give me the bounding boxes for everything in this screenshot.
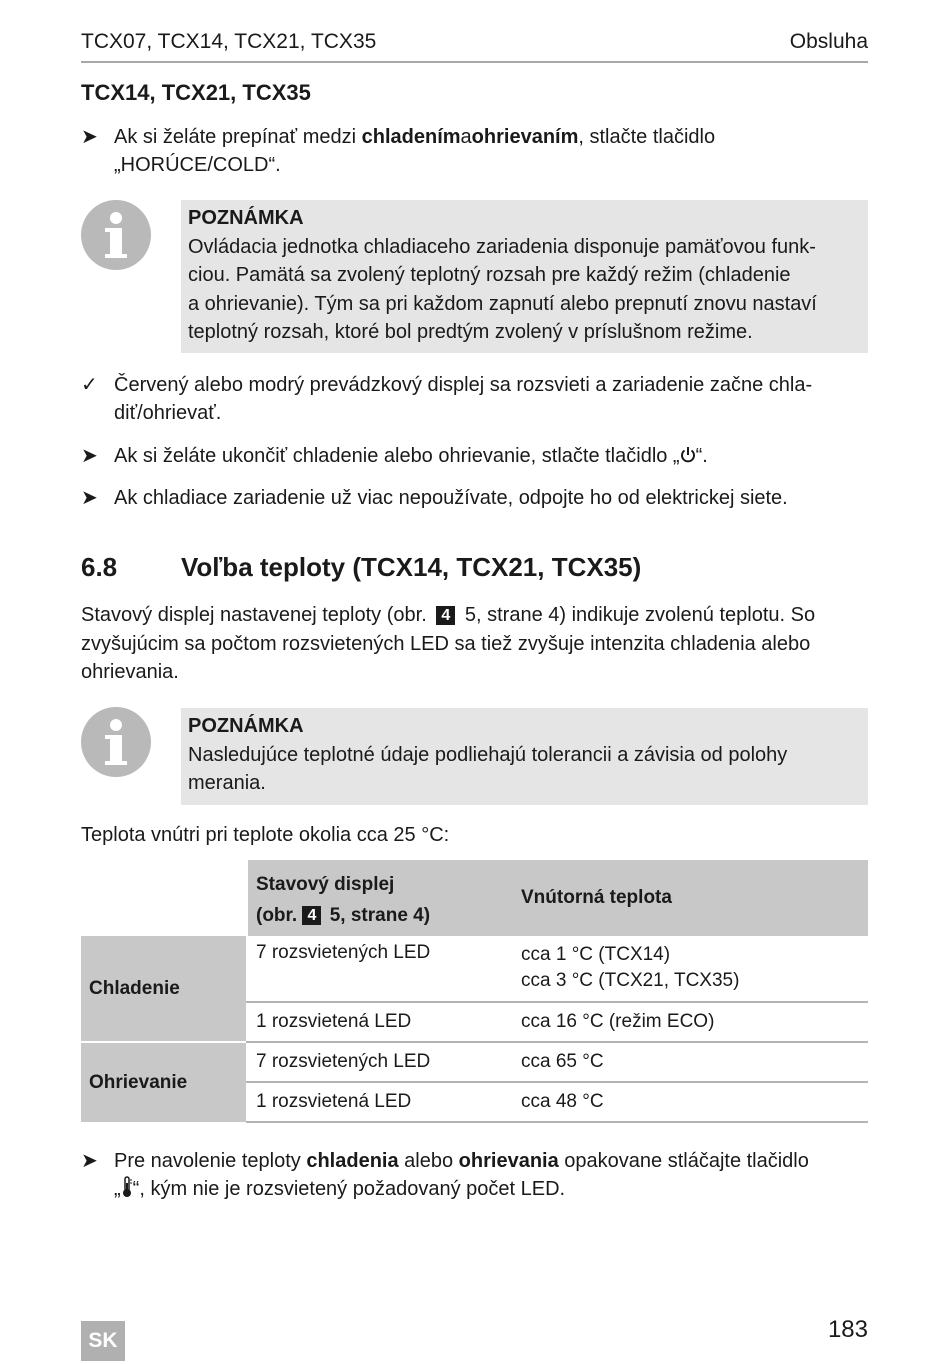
note-box-memory [181,200,868,353]
step-stop: ➤ Ak si želáte ukončiť chladenie alebo ohrievanie, stlačte tlačidlo „ “. [81,442,868,470]
table-header-temperature: Vnútorná teplota [513,860,868,936]
note-title: POZNÁMKA [188,207,304,229]
table-corner-cell [81,860,247,936]
result-display: ✓ Červený alebo modrý prevádzkový displej sa rozsvieti a zariadenie začne chla- diť/ohrievať. [81,371,868,427]
temp-cell: cca 48 °C [513,1082,868,1122]
header-models: TCX07, TCX14, TCX21, TCX35 [81,30,377,53]
led-cell: 1 rozsvietená LED [247,1082,513,1122]
paragraph-status-display: Stavový displej nastavenej teploty (obr. 4 5, strane 4) indikuje zvolenú teplotu. So zvyšujúcim sa počtom rozsvietených LED sa tiež zvyšuje intenzita chladenia alebo ohrievania. [81,604,816,683]
table-row [81,936,868,1002]
note-line: ciou. Pamätá sa zvolený teplotný rozsah pre každý režim (chladenie [188,264,791,286]
led-cell: 7 rozsvietených LED [247,936,513,1002]
temperature-table [81,860,868,1123]
temp-cell: cca 16 °C (režim ECO) [513,1002,868,1042]
table-row [81,1042,868,1082]
note-line: teplotný rozsah, ktoré bol predtým zvolený v príslušnom režime. [188,321,753,343]
figure-ref-badge: 4 [302,906,321,925]
step-select-temperature: ➤ Pre navolenie teploty chladenia alebo ohrievania opakovane stláčajte tlačidlo „ “, kým nie je rozsvietený požadovaný počet LED. [81,1147,868,1203]
page-number: 183 [827,1316,868,1343]
temp-cell: cca 1 °C (TCX14) cca 3 °C (TCX21, TCX35) [513,936,868,1002]
section-heading [81,552,641,583]
note-box-tolerance [181,708,868,805]
led-cell: 1 rozsvietená LED [247,1002,513,1042]
subtitle: TCX14, TCX21, TCX35 [81,80,311,105]
info-icon [81,200,151,270]
step-switch-mode: ➤ Ak si želáte prepínať medzi chladenímaohrievaním, stlačte tlačidlo „HORÚCE/COLD“. [81,123,868,179]
figure-ref-badge: 4 [436,606,455,625]
temp-cell: cca 65 °C [513,1042,868,1082]
arrow-right-icon: ➤ [81,487,98,509]
arrow-right-icon: ➤ [81,126,98,148]
arrow-right-icon: ➤ [81,445,98,467]
language-badge: SK [81,1321,125,1361]
led-cell: 7 rozsvietených LED [247,1042,513,1082]
section-number: 6.8 [81,552,118,582]
header-section: Obsluha [789,30,868,53]
note-line: merania. [188,772,266,794]
header-divider [81,61,868,63]
note-line: a ohrievanie). Tým sa pri každom zapnutí alebo prepnutí znovu nastaví [188,292,817,315]
table-header-row [81,860,868,936]
note-line: Ovládacia jednotka chladiaceho zariadenia disponuje pamäťovou funk- [188,235,816,258]
note-title: POZNÁMKA [188,715,304,737]
step-unplug: ➤ Ak chladiace zariadenie už viac nepoužívate, odpojte ho od elektrickej siete. [81,484,868,512]
check-icon: ✓ [81,374,98,396]
section-title: Voľba teploty (TCX14, TCX21, TCX35) [181,552,642,582]
table-header-display: Stavový displej (obr. 4 5, strane 4) [247,860,513,936]
power-icon [680,446,696,464]
arrow-right-icon: ➤ [81,1150,98,1172]
group-cooling: Chladenie [81,936,247,1042]
info-icon [81,707,151,777]
note-line: Nasledujúce teplotné údaje podliehajú tolerancii a závisia od polohy [188,743,788,766]
table-intro: Teplota vnútri pri teplote okolia cca 25 °C: [81,824,450,846]
thermometer-icon [121,1176,133,1198]
group-heating: Ohrievanie [81,1042,247,1122]
